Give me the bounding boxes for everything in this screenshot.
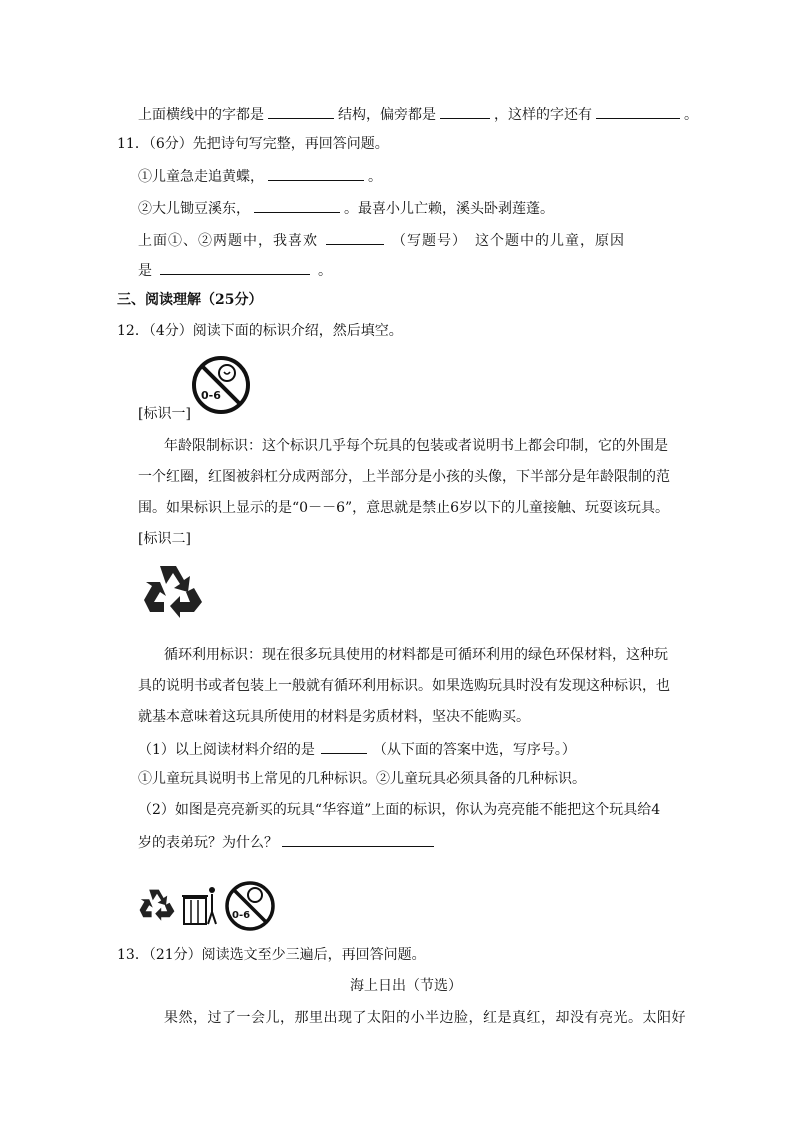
sign1-text-2: 一个红圈，红图被斜杠分成两部分，上半部分是小孩的头像，下半部分是年龄限制的范	[138, 469, 670, 485]
sign2-label: [标识二]	[138, 531, 191, 547]
answer-blank[interactable]	[596, 104, 680, 119]
q13-title: 海上日出（节选）	[350, 978, 462, 994]
sign2-text-1: 循环利用标识：现在很多玩具使用的材料都是可循环利用的绿色环保材料，这种玩	[164, 647, 668, 663]
age-range-label: 0-6	[232, 910, 251, 921]
answer-blank[interactable]	[326, 230, 384, 245]
q11-ask-line2: 是 。	[138, 260, 332, 280]
sign1-text-1: 年龄限制标识：这个标识几乎每个玩具的包装或者说明书上都会印制，它的外围是	[164, 438, 668, 454]
sign2-text-3: 就基本意味着这玩具所使用的材料是劣质材料，坚决不能购买。	[138, 709, 530, 725]
answer-blank[interactable]	[440, 104, 490, 119]
q12-header: 12．（4分）阅读下面的标识介绍，然后填空。	[117, 323, 403, 339]
sign1-text-3: 围。如果标识上显示的是“0－－6”，意思就是禁止6岁以下的儿童接触、玩耍该玩具。	[138, 500, 670, 516]
answer-blank[interactable]	[268, 166, 364, 181]
answer-blank[interactable]	[254, 198, 340, 213]
q12-sub1: （1）以上阅读材料介绍的是 （从下面的答案中选，写序号。）	[138, 739, 576, 759]
q10-line: 上面横线中的字都是 结构，偏旁都是 ，这样的字还有 。	[138, 104, 698, 124]
toy-signs-figure	[136, 878, 276, 934]
q11-item1: ①儿童急走追黄蝶， 。	[138, 166, 382, 186]
section-title: 三、阅读理解（25分）	[117, 292, 263, 308]
answer-blank[interactable]	[321, 739, 367, 754]
q13-header: 13．（21分）阅读选文至少三遍后，再回答问题。	[117, 947, 426, 963]
answer-blank[interactable]	[268, 104, 334, 119]
recycle-icon	[140, 890, 175, 921]
age-range-label: 0-6	[201, 389, 221, 402]
q12-sub2-line2: 岁的表弟玩？为什么？	[138, 832, 438, 852]
age-limit-icon	[227, 883, 273, 929]
q13-para1: 果然，过了一会儿，那里出现了太阳的小半边脸，红是真红，却没有亮光。太阳好	[164, 1010, 686, 1026]
q11-ask-line1: 上面①、②两题中，我喜欢 （写题号） 这个题中的儿童，原因	[138, 230, 625, 250]
age-limit-icon	[190, 354, 252, 416]
trash-bin-icon	[182, 887, 216, 924]
sign1-label: [标识一]	[138, 406, 191, 422]
q12-sub2-line1: （2）如图是亮亮新买的玩具“华容道”上面的标识，你认为亮亮能不能把这个玩具给4	[138, 802, 661, 818]
answer-blank[interactable]	[282, 832, 434, 847]
q11-header: 11．（6分）先把诗句写完整，再回答问题。	[117, 136, 389, 152]
q12-sub1-options: ①儿童玩具说明书上常见的几种标识。②儿童玩具必须具备的几种标识。	[138, 771, 586, 787]
answer-blank[interactable]	[160, 260, 310, 275]
q11-item2: ②大儿锄豆溪东， 。最喜小儿亡赖，溪头卧剥莲蓬。	[138, 198, 554, 218]
recycle-icon	[138, 560, 206, 622]
sign2-text-2: 具的说明书或者包装上一般就有循环利用标识。如果选购玩具时没有发现这种标识，也	[138, 678, 670, 694]
